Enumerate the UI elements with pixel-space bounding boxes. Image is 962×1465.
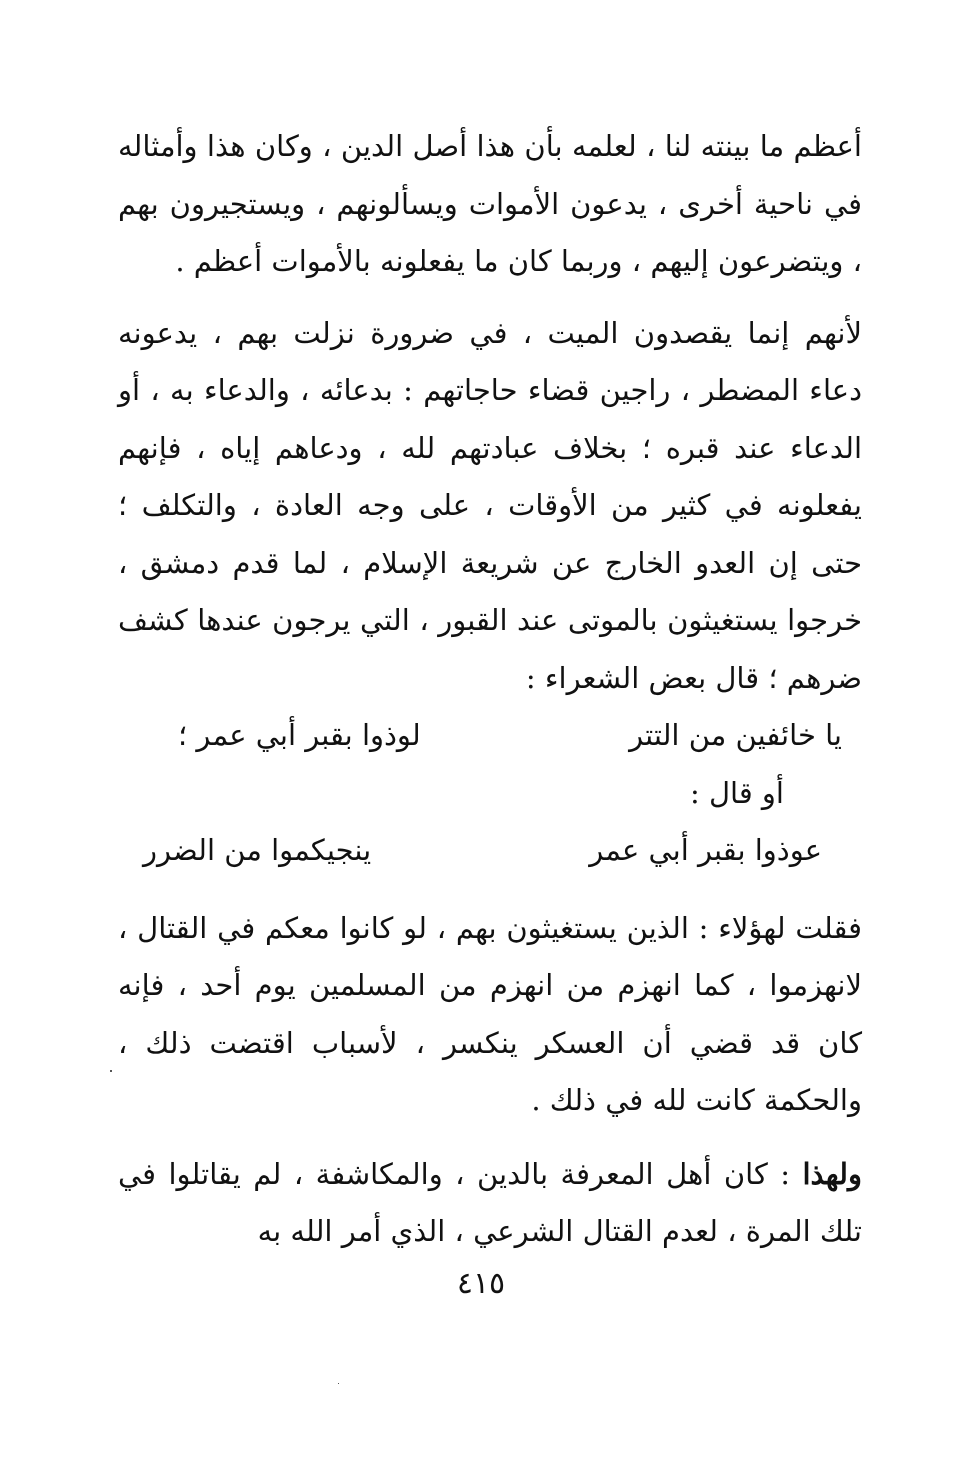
paragraph-3: فقلت لهؤلاء : الذين يستغيثون بهم ، لو كانوا معكم في القتال ، لانهزموا ، كما انهزم من انهزم من المسلمين يوم أحد ، فإنه كان قد قضي أن العسكر ينكسر ، لأسباب اقتضت ذلك ، والحكمة كانت لله في ذلك . — [118, 910, 862, 1117]
paragraph-1: أعظم ما بينته لنا ، لعلمه بأن هذا أصل الدين ، وكان هذا وأمثاله في ناحية أخرى ، يدعون الأموات ويسألونهم ، ويستجيرون بهم ، ويتضرعون إليهم ، وربما كان ما يفعلونه بالأموات أعظم . — [118, 129, 862, 278]
verse-1-first-hemistich: يا خائفين من التتر — [629, 718, 842, 752]
verse-2-first-hemistich: عوذوا بقبر أبي عمر — [589, 833, 822, 867]
verse-line-1 — [118, 707, 862, 765]
poem-verses — [118, 707, 862, 880]
verse-2-second-hemistich: ينجيكموا من الضرر — [143, 833, 372, 867]
page-number: ٤١٥ — [456, 1266, 506, 1301]
paragraph-2: لأنهم إنما يقصدون الميت ، في ضرورة نزلت بهم ، يدعونه دعاء المضطر ، راجين قضاء حاجاتهم : بدعائه ، والدعاء به ، أو الدعاء عند قبره ؛ بخلاف عبادتهم لله ، ودعاهم إياه ، فإنهم يفعلونه في كثير من الأوقات ، على وجه العادة ، والتكلف ؛ حتى إن العدو الخارج عن شريعة الإسلام ، لما قدم دمشق ، خرجوا يستغيثون بالموتى عند القبور ، التي يرجون عندها كشف ضرهم ؛ قال بعض الشعراء : — [118, 315, 862, 695]
verse-intro-text: أو قال : — [689, 775, 784, 810]
paragraph-4 — [118, 1146, 862, 1261]
scan-speck — [338, 1383, 339, 1384]
verse-line-2 — [118, 822, 862, 880]
paragraph-4-text: : كان أهل المعرفة بالدين ، والمكاشفة ، لم يقاتلوا في تلك المرة ، لعدم القتال الشرعي ، الذي أمر الله به — [118, 1156, 862, 1248]
page-body — [118, 118, 862, 1261]
verse-1-second-hemistich: لوذوا بقبر أبي عمر ؛ — [178, 718, 421, 752]
paragraph-4-lead-word: ولهذا — [802, 1156, 862, 1191]
scan-speck — [110, 1070, 112, 1072]
